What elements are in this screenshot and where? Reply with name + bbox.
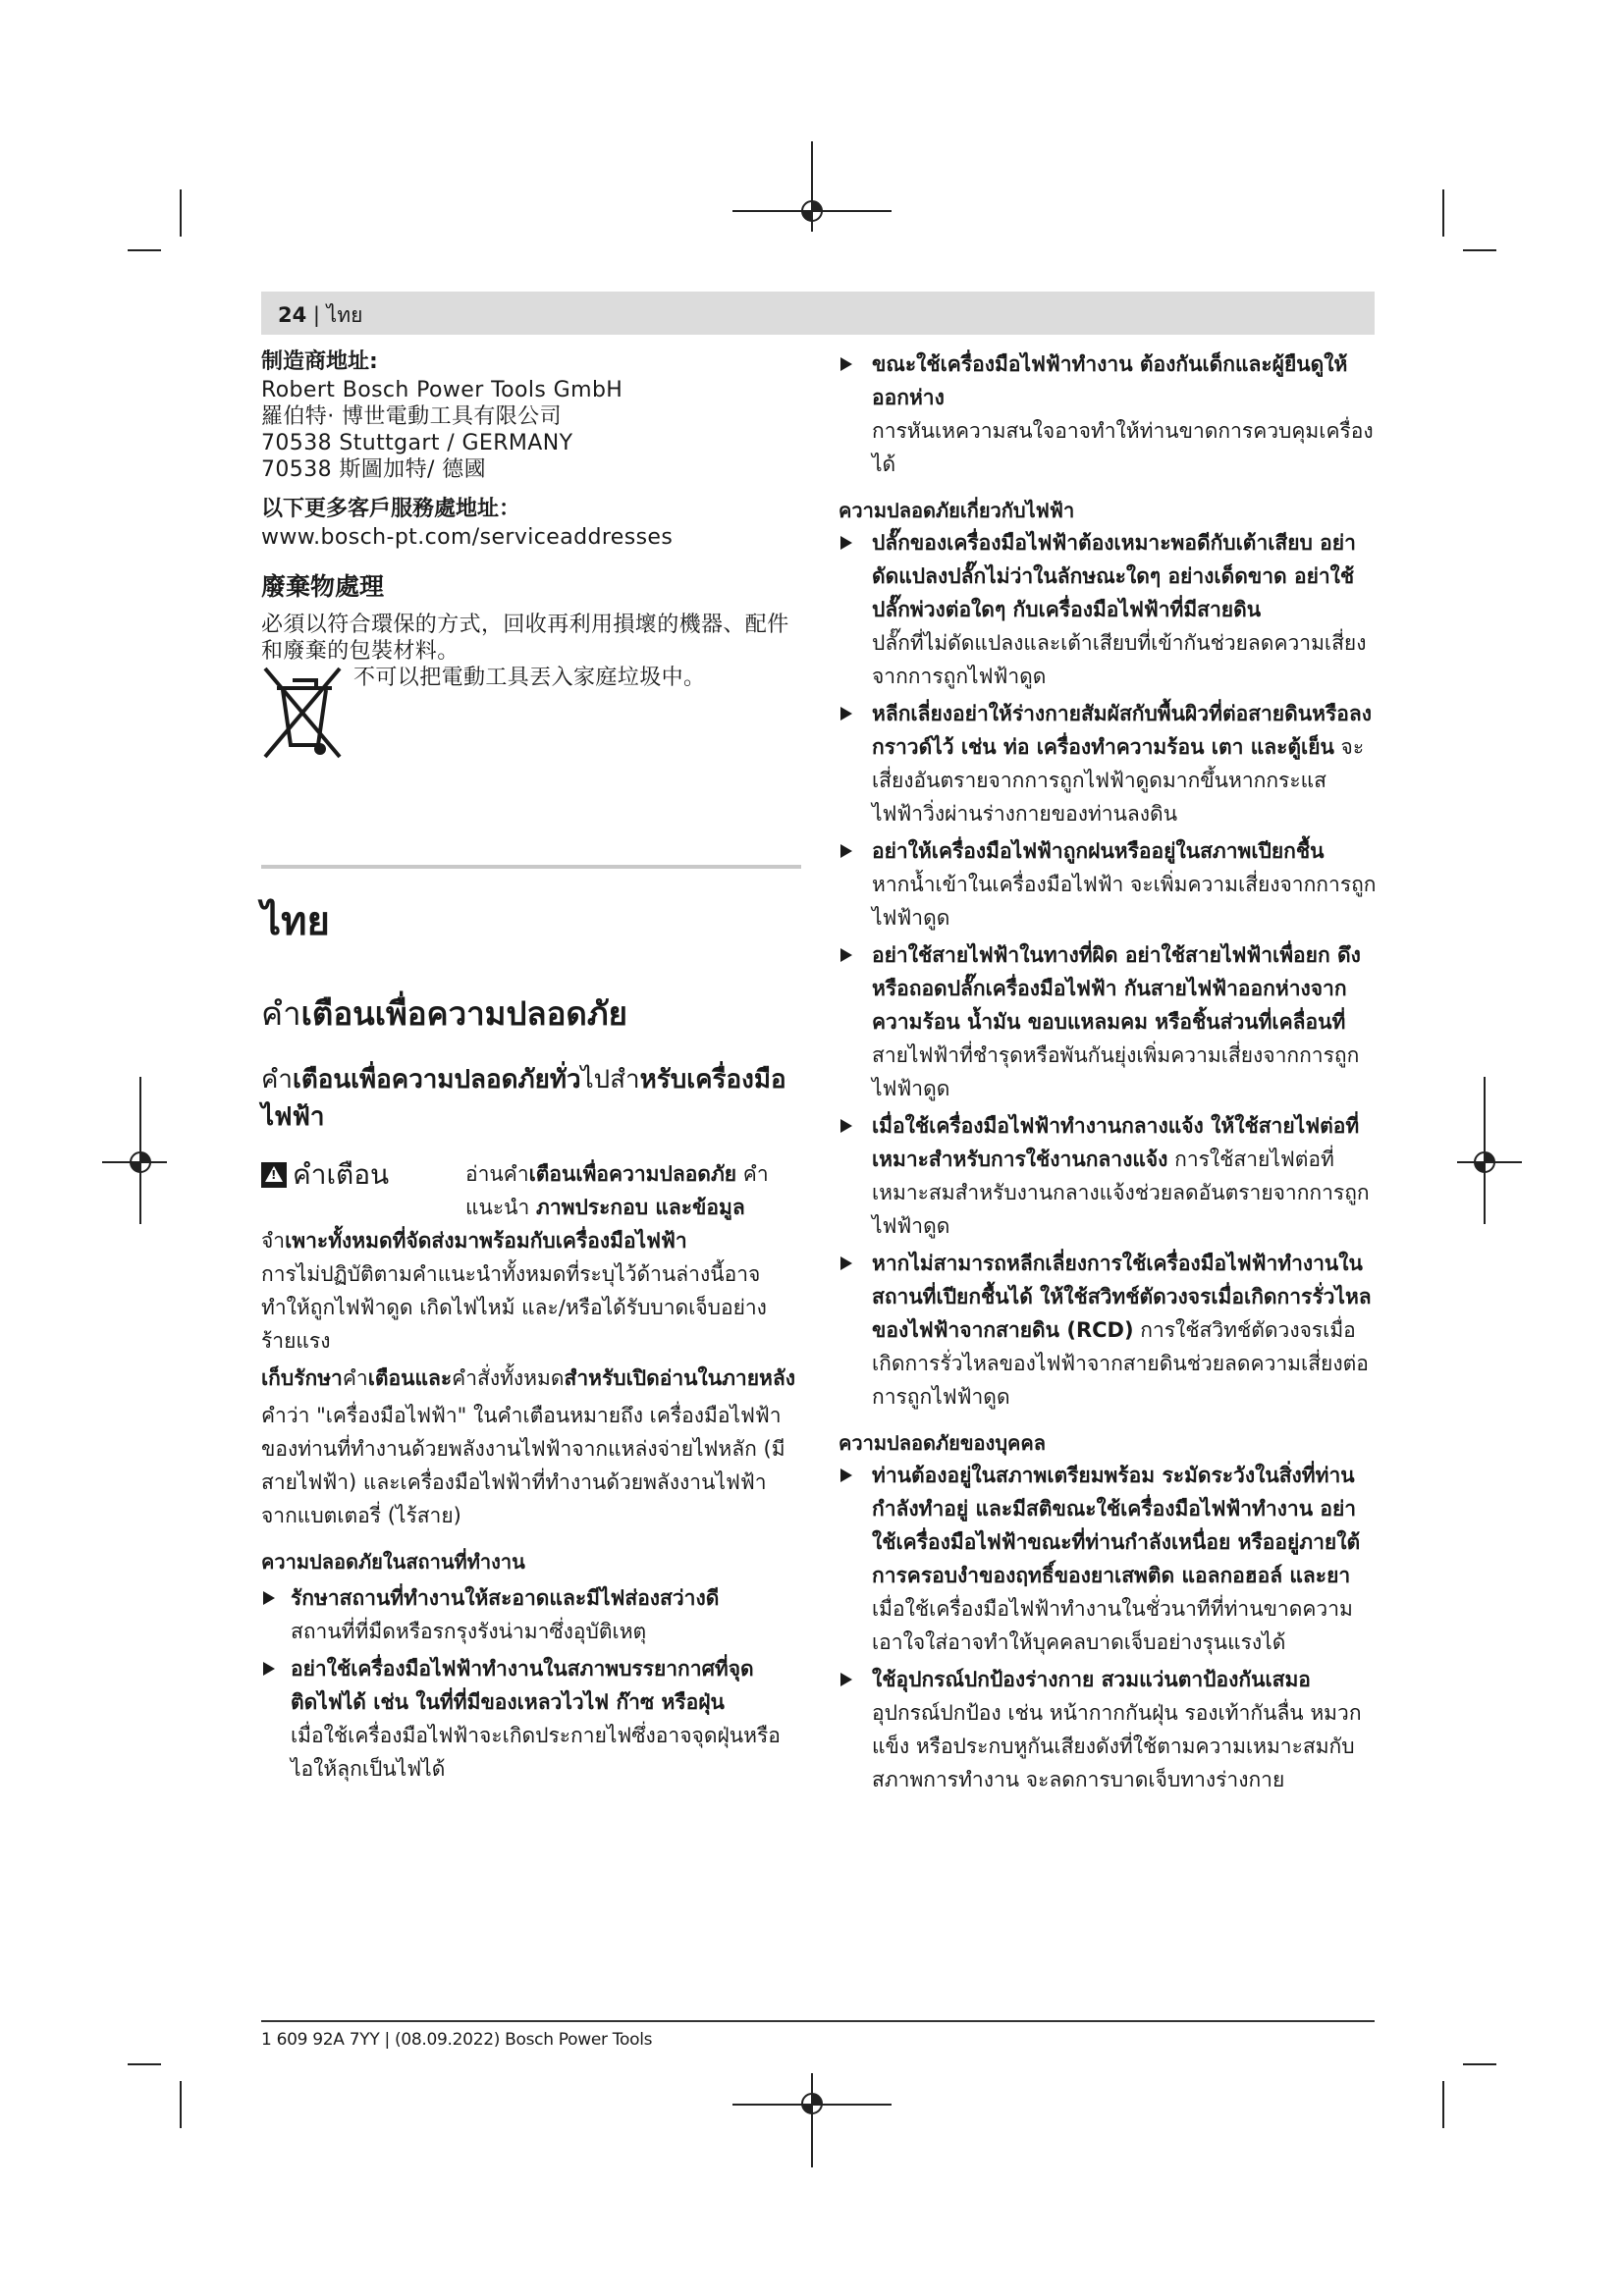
disposal-heading: 廢棄物處理: [261, 572, 385, 601]
list-item: [839, 526, 1377, 693]
list-item: [839, 938, 1377, 1105]
address-line: 70538 斯圖加特/ 德國: [261, 457, 486, 482]
bullet-arrow-icon: [840, 707, 852, 721]
registration-line: [102, 1161, 167, 1163]
disposal-notice: [261, 665, 801, 765]
bullet-arrow-icon: [840, 1256, 852, 1270]
warning-block: [261, 1157, 801, 1224]
keep-plain-1: คำ: [342, 1366, 368, 1390]
crop-mark: [128, 249, 161, 251]
page-header-bar: [261, 292, 1375, 335]
warning-triangle-icon: [261, 1162, 287, 1188]
bullet-lead: ขณะใช้เครื่องมือไฟฟ้าทำงาน ต้องกันเด็กและผู้ยืนดูให้ออกห่าง: [872, 352, 1348, 409]
bullet-lead: อย่าให้เครื่องมือไฟฟ้าถูกฝนหรืออยู่ในสภาพเปียกชื้น: [872, 839, 1325, 863]
bullet-text: สายไฟฟ้าที่ชำรุดหรือพันกันยุ่งเพิ่มความเสี่ยงจากการถูกไฟฟ้าดูด: [872, 1043, 1360, 1100]
bullet-arrow-icon: [840, 844, 852, 858]
warning-side-text: [465, 1157, 801, 1224]
page-header: [278, 299, 362, 332]
bullet-arrow-icon: [263, 1662, 275, 1676]
safety-heading-prefix: คำ: [261, 994, 301, 1033]
section-divider: [261, 865, 801, 869]
bullet-arrow-icon: [840, 1673, 852, 1686]
bullet-arrow-icon: [840, 1468, 852, 1482]
list-item: [839, 347, 1377, 481]
crop-mark: [1442, 189, 1444, 237]
warning-paragraph: การไม่ปฏิบัติตามคำแนะนำทั้งหมดที่ระบุไว้ด้านล่างนี้อาจทำให้ถูกไฟฟ้าดูด เกิดไฟไหม้ และ/หรือได้รับบาดเจ็บอย่างร้ายแรง: [261, 1262, 767, 1353]
safety-heading: [261, 992, 801, 1036]
warning-continuation: [261, 1224, 801, 1257]
bullet-lead: เมื่อใช้เครื่องมือไฟฟ้าทำงานกลางแจ้ง ให้ใช้สายไฟต่อที่เหมาะสำหรับการใช้งานกลางแจ้ง: [872, 1114, 1360, 1171]
registration-line: [732, 210, 892, 212]
keep-bold-3: สำหรับเปิดอ่านในภายหลัง: [564, 1366, 795, 1390]
bullet-lead: อย่าใช้สายไฟฟ้าในทางที่ผิด อย่าใช้สายไฟฟ้าเพื่อยก ดึง หรือถอดปลั๊กเครื่องมือไฟฟ้า กันสายไฟฟ้าออกห่างจากความร้อน น้ำมัน ขอบแหลมคม หรือชิ้นส่วนที่เคลื่อนที่: [872, 943, 1361, 1034]
bullet-text: เมื่อใช้เครื่องมือไฟฟ้าทำงานในชั่วนาทีที่ท่านขาดความเอาใจใส่อาจทำให้บุคคลบาดเจ็บอย่างรุนแรงได้: [872, 1597, 1353, 1654]
list-item: [839, 697, 1377, 830]
general-warnings-prefix: คำ: [261, 1065, 293, 1095]
safety-heading-bold: เตือนเพื่อความปลอดภัย: [300, 994, 627, 1033]
household-waste-warning: 不可以把電動工具丟入家庭垃圾中。: [353, 666, 706, 690]
crossed-out-wheelie-bin-icon: [261, 665, 344, 761]
warning-label-text: คำเตือน: [293, 1158, 390, 1191]
bullet-text: สถานที่ที่มืดหรือรกรุงรังน่ามาซึ่งอุบัติเหตุ: [291, 1620, 647, 1643]
left-column: [261, 347, 801, 1789]
bullet-text: หากน้ำเข้าในเครื่องมือไฟฟ้า จะเพิ่มความเสี่ยงจากการถูกไฟฟ้าดูด: [872, 873, 1377, 930]
registration-line: [811, 2073, 813, 2167]
bullet-lead: หากไม่สามารถหลีกเลี่ยงการใช้เครื่องมือไฟฟ้าทำงานในสถานที่เปียกชื้นได้ ให้ใช้สวิทช์ตัดวงจรเมื่อเกิดการรั่วไหลของไฟฟ้าจากสายดิน (RCD): [872, 1252, 1372, 1342]
address-line: 70538 Stuttgart / GERMANY: [261, 431, 573, 455]
bullet-lead: ท่านต้องอยู่ในสภาพเตรียมพร้อม ระมัดระวังในสิ่งที่ท่านกำลังทำอยู่ และมีสติขณะใช้เครื่องมือไฟฟ้าทำงาน อย่าใช้เครื่องมือไฟฟ้าขณะที่ท่านกำลังเหนื่อย หรืออยู่ภายใต้การครอบงำของฤทธิ์ของยาเสพติด แอลกอฮอล์ และยา: [872, 1464, 1361, 1587]
registration-line: [139, 1077, 141, 1224]
crop-mark: [1442, 2081, 1444, 2128]
general-warnings-bold-2: หรับเครื่องมือไฟฟ้า: [261, 1065, 786, 1132]
page-number: 24: [278, 303, 307, 327]
general-warnings-heading: [261, 1061, 801, 1136]
bullet-lead: อย่าใช้เครื่องมือไฟฟ้าทำงานในสภาพบรรยากาศที่จุดติดไฟได้ เช่น ในที่ที่มีของเหลวไวไฟ ก๊าซ หรือฝุ่น: [291, 1657, 754, 1714]
bullet-lead: รักษาสถานที่ทำงานให้สะอาดและมีไฟส่องสว่างดี: [291, 1586, 720, 1610]
bullet-arrow-icon: [840, 1119, 852, 1133]
crop-mark: [180, 189, 182, 237]
bullet-text: เมื่อใช้เครื่องมือไฟฟ้าจะเกิดประกายไฟซึ่งอาจจุดฝุ่นหรือไอให้ลุกเป็นไฟได้: [291, 1724, 781, 1781]
keep-plain-2: คำสั่งทั้งหมด: [452, 1366, 565, 1390]
disposal-text: 必須以符合環保的方式，回收再利用損壞的機器、配件和廢棄的包裝材料。: [261, 613, 789, 664]
list-item: [261, 1581, 801, 1648]
list-item: [839, 1663, 1377, 1796]
crop-mark: [128, 2063, 161, 2065]
footer-rule: [261, 2020, 1375, 2022]
keep-bold-2: เตือนและ: [367, 1366, 453, 1390]
bullet-text: การใช้สวิทช์ตัดวงจรเมื่อเกิดการรั่วไหลของไฟฟ้าจากสายดินช่วยลดความเสี่ยงต่อการถูกไฟฟ้าดูด: [872, 1318, 1369, 1409]
list-item: [261, 1652, 801, 1786]
crop-mark: [180, 2081, 182, 2128]
language-title: ไทย: [261, 899, 330, 944]
bullet-lead: หลีกเลี่ยงอย่าให้ร่างกายสัมผัสกับพื้นผิวที่ต่อสายดินหรือลงกราวด์ไว้ เช่น ท่อ เครื่องทำความร้อน เตา และตู้เย็น: [872, 702, 1372, 759]
right-column: [839, 347, 1377, 1800]
warning-instructions: คำแนะนำ: [465, 1162, 769, 1219]
bullet-text: การหันเหความสนใจอาจทำให้ท่านขาดการควบคุมเครื่องได้: [872, 419, 1374, 476]
service-url[interactable]: www.bosch-pt.com/serviceaddresses: [261, 525, 674, 550]
list-item: [839, 1109, 1377, 1243]
bullet-text: จะเสี่ยงอันตรายจากการถูกไฟฟ้าดูดมากขึ้นหากกระแสไฟฟ้าวิ่งผ่านร่างกายของท่านลงดิน: [872, 735, 1365, 826]
registration-line: [1484, 1077, 1486, 1224]
list-item: [839, 1247, 1377, 1414]
bullet-lead: ใช้อุปกรณ์ปกป้องร่างกาย สวมแว่นตาป้องกันเสมอ: [872, 1668, 1311, 1691]
manufacturer-heading: 制造商地址:: [261, 349, 378, 374]
general-warnings-mid: ไปสำ: [580, 1065, 640, 1095]
keep-bold-1: เก็บรักษา: [261, 1366, 343, 1390]
list-item: [839, 834, 1377, 934]
bullet-arrow-icon: [840, 948, 852, 962]
registration-line: [732, 2104, 892, 2106]
page-footer: 1 609 92A 7YY | (08.09.2022) Bosch Power Tools: [261, 2030, 653, 2050]
warning-word: คำ: [503, 1162, 529, 1186]
electrical-safety-heading: ความปลอดภัยเกี่ยวกับไฟฟ้า: [839, 499, 1075, 522]
general-warnings-bold-1: เตือนเพื่อความปลอดภัยทั่ว: [293, 1065, 581, 1095]
warning-read: อ่าน: [465, 1162, 504, 1186]
crop-mark: [1463, 249, 1496, 251]
bullet-arrow-icon: [840, 536, 852, 550]
warning-label: [261, 1157, 465, 1224]
address-line: 羅伯特· 博世電動工具有限公司: [261, 404, 562, 429]
warning-cont-prefix: จำ: [261, 1229, 286, 1253]
bullet-arrow-icon: [840, 357, 852, 371]
warning-cont-bold: เพาะทั้งหมดที่จัดส่งมาพร้อมกับเครื่องมือไฟฟ้า: [285, 1229, 687, 1253]
bullet-lead: ปลั๊กของเครื่องมือไฟฟ้าต้องเหมาะพอดีกับเต้าเสียบ อย่าดัดแปลงปลั๊กไม่ว่าในลักษณะใดๆ อย่างเด็ดขาด อย่าใช้ปลั๊กพ่วงต่อใดๆ กับเครื่องมือไฟฟ้าที่มีสายดิน: [872, 531, 1356, 621]
personal-safety-heading: ความปลอดภัยของบุคคล: [839, 1431, 1047, 1455]
registration-line: [1457, 1161, 1522, 1163]
address-line: Robert Bosch Power Tools GmbH: [261, 378, 623, 402]
registration-line: [811, 141, 813, 232]
manufacturer-address: [261, 377, 801, 483]
warning-safety: เตือนเพื่อความปลอดภัย: [528, 1162, 737, 1186]
bullet-text: อุปกรณ์ปกป้อง เช่น หน้ากากกันฝุ่น รองเท้ากันลื่น หมวกแข็ง หรือประกบหูกันเสียงดังที่ใช้ตามความเหมาะสมกับสภาพการทำงาน จะลดการบาดเจ็บทางร่างกาย: [872, 1701, 1362, 1791]
power-tool-definition: คำว่า "เครื่องมือไฟฟ้า" ในคำเตือนหมายถึง เครื่องมือไฟฟ้าของท่านที่ทำงานด้วยพลังงานไฟฟ้าจากแหล่งจ่ายไฟหลัก (มีสายไฟฟ้า) และเครื่องมือไฟฟ้าที่ทำงานด้วยพลังงานไฟฟ้าจากแบตเตอรี่ (ไร้สาย): [261, 1404, 785, 1527]
work-area-safety-heading: ความปลอดภัยในสถานที่ทำงาน: [261, 1550, 525, 1574]
header-separator: |: [306, 303, 327, 327]
keep-instructions: [261, 1362, 801, 1395]
bullet-arrow-icon: [263, 1591, 275, 1605]
warning-illustrations: ภาพประกอบ และข้อมูล: [536, 1196, 745, 1219]
bullet-text: ปลั๊กที่ไม่ดัดแปลงและเต้าเสียบที่เข้ากันช่วยลดความเสี่ยงจากการถูกไฟฟ้าดูด: [872, 631, 1367, 688]
bullet-text: การใช้สายไฟต่อที่เหมาะสมสำหรับงานกลางแจ้งช่วยลดอันตรายจากการถูกไฟฟ้าดูด: [872, 1148, 1370, 1238]
service-heading: 以下更多客戶服務處地址：: [261, 497, 521, 521]
crop-mark: [1463, 2063, 1496, 2065]
header-language: ไทย: [326, 303, 363, 327]
list-item: [839, 1459, 1377, 1659]
